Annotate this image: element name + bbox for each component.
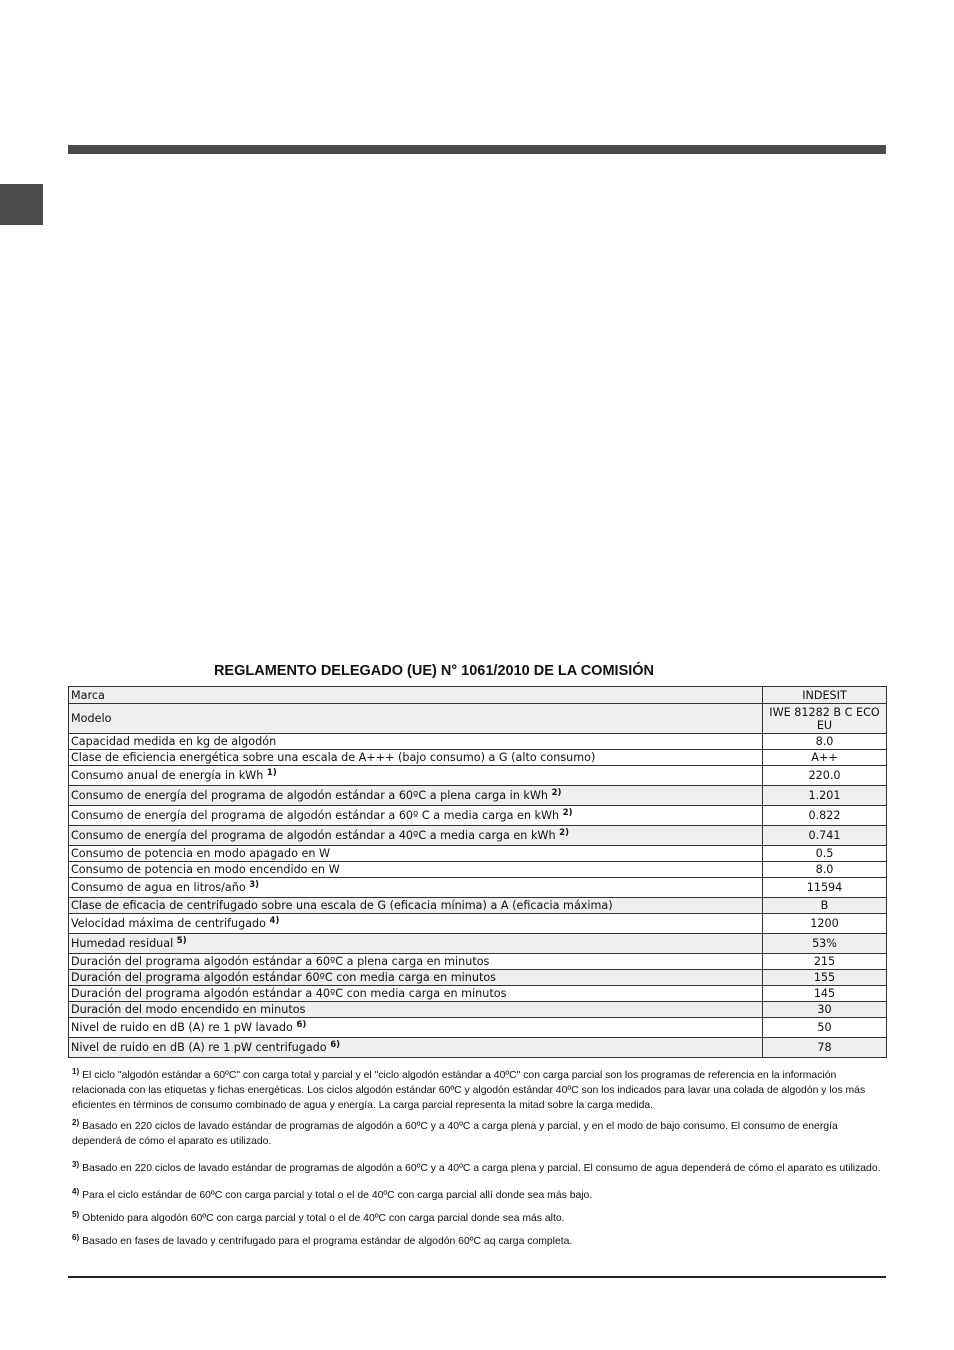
- table-row: [69, 750, 887, 766]
- header-rule: [68, 145, 886, 154]
- row-label: Humedad residual $^{5)}$: [69, 934, 763, 954]
- row-value: 0.741: [763, 826, 887, 846]
- footnote: $^{2)}$ Basado en 220 ciclos de lavado estándar de programas de algodón a 60ºC y a 40ºC a carga plena y parcial, y en el modo de bajo consumo. El consumo de energía dependerá de cómo el aparato es utilizado.: [72, 1118, 838, 1147]
- row-value: 50: [763, 1018, 887, 1038]
- table-row: [69, 786, 887, 806]
- footnote: $^{3)}$ Basado en 220 ciclos de lavado estándar de programas de algodón a 60ºC y a 40ºC a carga plena y parcial. El consumo de agua dependerá de cómo el aparato es utilizado.: [72, 1160, 881, 1174]
- table-row: [69, 954, 887, 970]
- table-row: [69, 898, 887, 914]
- row-label: Consumo de potencia en modo encendido en W: [69, 862, 763, 878]
- row-value: 145: [763, 986, 887, 1002]
- table-row: [69, 914, 887, 934]
- row-value: 11594: [763, 878, 887, 898]
- table-row: [69, 826, 887, 846]
- table-row: [69, 934, 887, 954]
- footnote: $^{5)}$ Obtenido para algodón 60ºC con carga parcial y total o el de 40ºC con carga parcial donde sea más alto.: [72, 1210, 565, 1224]
- row-label: Capacidad medida en kg de algodón: [69, 734, 763, 750]
- table-row: [69, 806, 887, 826]
- row-value: 53%: [763, 934, 887, 954]
- row-label: Duración del programa algodón estándar a 40ºC con media carga en minutos: [69, 986, 763, 1002]
- row-label: Velocidad máxima de centrifugado $^{4)}$: [69, 914, 763, 934]
- row-value: 78: [763, 1038, 887, 1058]
- side-tab-marker: [0, 184, 43, 225]
- row-label: Nivel de ruido en dB (A) re 1 pW centrifugado $^{6)}$: [69, 1038, 763, 1058]
- row-label: Consumo de agua en litros/año $^{3)}$: [69, 878, 763, 898]
- row-label: Consumo de energía del programa de algodón estándar a 60ºC a plena carga in kWh $^{2)}$: [69, 786, 763, 806]
- footnote: $^{4)}$ Para el ciclo estándar de 60ºC con carga parcial y total o el de 40ºC con carga parcial allí donde sea más bajo.: [72, 1187, 593, 1201]
- table-row: [69, 846, 887, 862]
- row-value: B: [763, 898, 887, 914]
- row-label: Consumo de potencia en modo apagado en W: [69, 846, 763, 862]
- row-label: Marca: [69, 687, 763, 704]
- row-value: 0.822: [763, 806, 887, 826]
- row-value: 30: [763, 1002, 887, 1018]
- row-value: 8.0: [763, 862, 887, 878]
- row-label: Duración del programa algodón estándar 60ºC con media carga en minutos: [69, 970, 763, 986]
- row-label: Modelo: [69, 704, 763, 734]
- row-value: 1.201: [763, 786, 887, 806]
- footnote: $^{1)}$ El ciclo "algodón estándar a 60ºC" con carga total y parcial y el "ciclo algodón estándar a 40ºC" con carga parcial son los programas de referencia en la información relacionada con las etiquetas y fichas energéticas. Los ciclos algodón estándar 60ºC y algodón estándar 40ºC son los indicados para lavar una colada de algodón y los más eficientes en términos de consumo combinado de agua y energía. La carga parcial representa la mitad sobre la carga medida.: [72, 1067, 866, 1111]
- row-label: Consumo de energía del programa de algodón estándar a 60º C a media carga en kWh $^{2)}$: [69, 806, 763, 826]
- row-value: 155: [763, 970, 887, 986]
- table-row: [69, 1002, 887, 1018]
- table-row: [69, 1018, 887, 1038]
- table-row: [69, 766, 887, 786]
- table-row: [69, 986, 887, 1002]
- table-row: [69, 878, 887, 898]
- row-label: Duración del programa algodón estándar a 60ºC a plena carga en minutos: [69, 954, 763, 970]
- row-value: 220.0: [763, 766, 887, 786]
- row-label: Consumo anual de energía in kWh $^{1)}$: [69, 766, 763, 786]
- row-label: Nivel de ruido en dB (A) re 1 pW lavado $^{6)}$: [69, 1018, 763, 1038]
- table-row: [69, 704, 887, 734]
- regulation-title: REGLAMENTO DELEGADO (UE) N° 1061/2010 DE LA COMISIÓN: [213, 663, 655, 679]
- row-value: A++: [763, 750, 887, 766]
- footnote: $^{6)}$ Basado en fases de lavado y centrifugado para el programa estándar de algodón 60ºC aq carga completa.: [72, 1233, 573, 1247]
- table-row: [69, 687, 887, 704]
- row-value: 1200: [763, 914, 887, 934]
- row-value: 0.5: [763, 846, 887, 862]
- spec-table: [68, 686, 887, 1058]
- table-row: [69, 970, 887, 986]
- row-label: Clase de eficacia de centrifugado sobre una escala de G (eficacia mínima) a A (eficacia máxima): [69, 898, 763, 914]
- row-value: 8.0: [763, 734, 887, 750]
- table-row: [69, 862, 887, 878]
- table-row: [69, 734, 887, 750]
- row-value: 215: [763, 954, 887, 970]
- row-value: INDESIT: [763, 687, 887, 704]
- row-label: Consumo de energía del programa de algodón estándar a 40ºC a media carga en kWh $^{2)}$: [69, 826, 763, 846]
- row-value: IWE 81282 B C ECO EU: [763, 704, 887, 734]
- footer-rule: [68, 1276, 886, 1278]
- row-label: Clase de eficiencia energética sobre una escala de A+++ (bajo consumo) a G (alto consumo): [69, 750, 763, 766]
- table-row: [69, 1038, 887, 1058]
- footnotes: [72, 1068, 882, 1249]
- row-label: Duración del modo encendido en minutos: [69, 1002, 763, 1018]
